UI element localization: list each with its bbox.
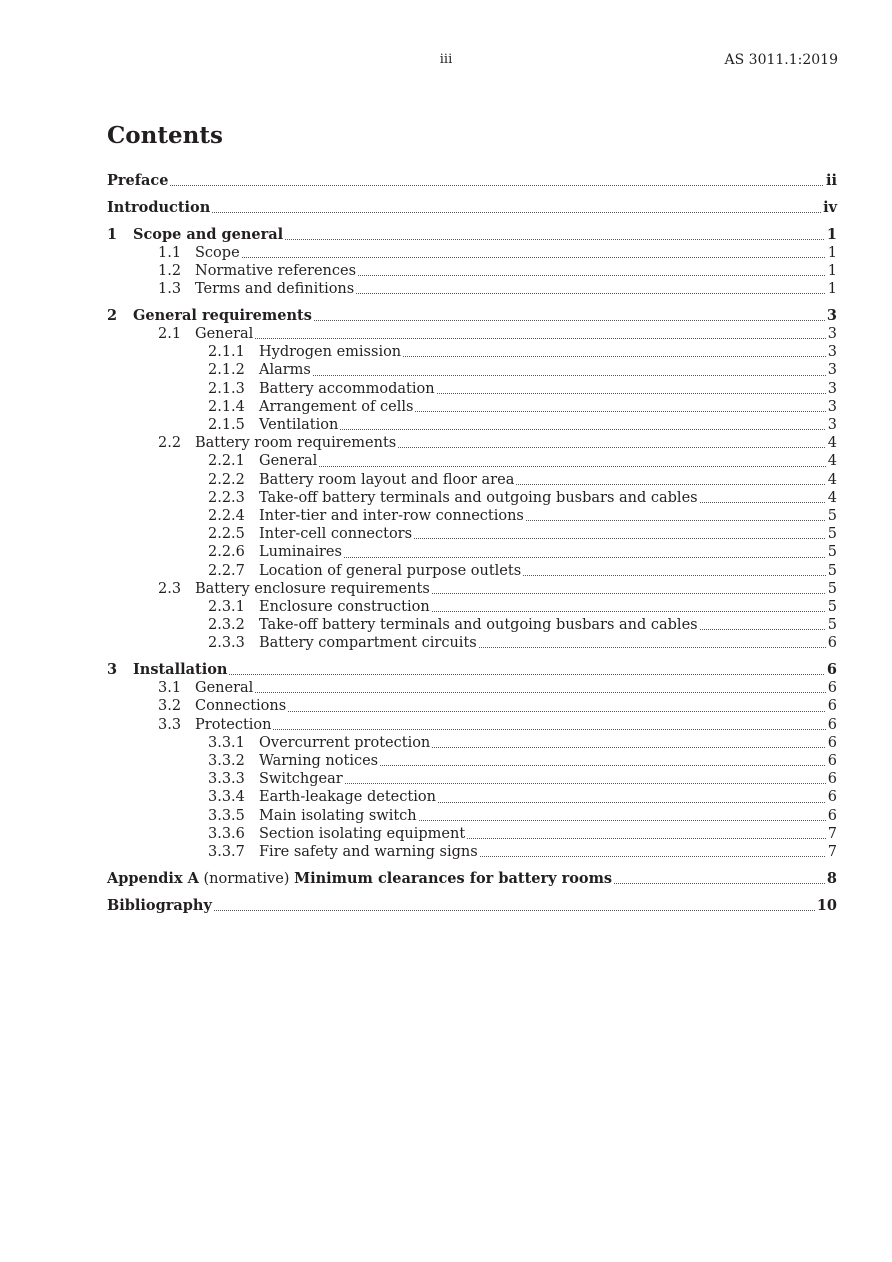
toc-entry-page: 6 bbox=[827, 789, 837, 806]
toc-entry[interactable] bbox=[107, 525, 837, 543]
toc-entry-title bbox=[259, 562, 521, 580]
toc-entry-title-text: Ventilation bbox=[259, 417, 339, 434]
toc-entry-title bbox=[107, 897, 212, 915]
dot-leader bbox=[344, 557, 826, 558]
dot-leader bbox=[438, 802, 826, 803]
toc-entry-page: 10 bbox=[816, 896, 837, 914]
toc-entry-title bbox=[259, 452, 317, 470]
toc-entry-number: 3.3.7 bbox=[208, 843, 245, 860]
dot-leader bbox=[432, 611, 826, 612]
toc-entry-title-text: Luminaires bbox=[259, 544, 342, 561]
toc-entry[interactable] bbox=[107, 843, 837, 861]
dot-leader bbox=[523, 575, 826, 576]
toc-entry-title-text: Protection bbox=[195, 716, 272, 733]
toc-entry-page: 6 bbox=[827, 680, 837, 697]
toc-entry[interactable] bbox=[107, 825, 837, 843]
toc-entry-title bbox=[259, 634, 477, 652]
toc-entry-title bbox=[195, 679, 253, 697]
dot-leader bbox=[432, 593, 826, 594]
toc-entry-number: 3.3.1 bbox=[208, 734, 245, 751]
toc-entry-number: 3.3 bbox=[158, 716, 182, 733]
toc-entry-title bbox=[259, 807, 417, 825]
toc-entry-title bbox=[259, 752, 378, 770]
toc-entry-title bbox=[133, 307, 312, 325]
toc-entry-page: 6 bbox=[827, 771, 837, 788]
toc-entry-title-text: Alarms bbox=[259, 362, 311, 379]
toc-entry-title bbox=[107, 172, 168, 190]
toc-entry-title-text: Main isolating switch bbox=[259, 807, 417, 824]
toc-entry-number: 2.3.1 bbox=[208, 598, 245, 615]
toc-entry[interactable] bbox=[107, 679, 837, 697]
toc-entry-title bbox=[259, 398, 413, 416]
dot-leader bbox=[437, 393, 826, 394]
toc-entry-title-text: Take-off battery terminals and outgoing busbars and cables bbox=[259, 617, 698, 634]
dot-leader bbox=[356, 293, 826, 294]
toc-entry-title bbox=[195, 280, 354, 298]
toc-entry-title-text: Take-off battery terminals and outgoing busbars and cables bbox=[259, 489, 698, 506]
toc-entry-title-text: Connections bbox=[195, 698, 287, 715]
toc-entry[interactable] bbox=[107, 416, 837, 434]
toc-entry-title bbox=[195, 580, 430, 598]
toc-entry[interactable] bbox=[107, 734, 837, 752]
toc-entry-page: 3 bbox=[827, 417, 837, 434]
dot-leader bbox=[214, 910, 815, 911]
toc-entry[interactable] bbox=[107, 172, 837, 190]
dot-leader bbox=[480, 856, 826, 857]
dot-leader bbox=[255, 338, 825, 339]
toc-entry[interactable] bbox=[107, 697, 837, 715]
toc-entry-title-text: Bibliography bbox=[107, 896, 212, 914]
toc-entry-title bbox=[259, 598, 430, 616]
toc-entry-title bbox=[259, 471, 514, 489]
toc-entry[interactable] bbox=[107, 434, 837, 452]
toc-entry-number: 3.3.2 bbox=[208, 753, 245, 769]
toc-entry-page: 5 bbox=[827, 526, 837, 543]
toc-entry-page: 7 bbox=[827, 825, 837, 842]
toc-entry[interactable] bbox=[107, 752, 837, 770]
toc-entry-page: 3 bbox=[827, 380, 837, 397]
dot-leader bbox=[212, 212, 821, 213]
toc-entry[interactable] bbox=[107, 380, 837, 398]
toc-entry-title-text: Overcurrent protection bbox=[259, 734, 431, 751]
toc-entry-page: 4 bbox=[827, 453, 837, 470]
toc-entry-number: 2.1.4 bbox=[208, 398, 245, 415]
toc-entry[interactable] bbox=[107, 244, 837, 262]
toc-entry-number: 2.2.7 bbox=[208, 562, 245, 579]
toc-entry-title-text: Battery room requirements bbox=[195, 435, 397, 452]
toc-entry-number: 2.2.5 bbox=[208, 526, 245, 543]
toc-entry-number: 3.3.5 bbox=[208, 807, 245, 824]
toc-entry-title-text: Installation bbox=[133, 661, 228, 679]
toc-entry-title bbox=[195, 325, 253, 343]
dot-leader bbox=[170, 185, 824, 186]
toc-entry-title bbox=[259, 489, 698, 507]
toc-entry[interactable] bbox=[107, 634, 837, 652]
toc-entry-title-text: Inter-cell connectors bbox=[259, 526, 413, 543]
toc-entry-title-text: Hydrogen emission bbox=[259, 344, 402, 361]
toc-entry-page: 3 bbox=[827, 362, 837, 379]
dot-leader bbox=[479, 647, 826, 648]
toc-entry-title-text: Earth-leakage detection bbox=[259, 789, 436, 806]
toc-entry[interactable] bbox=[107, 452, 837, 470]
dot-leader bbox=[285, 239, 825, 240]
toc-entry-page: 8 bbox=[826, 869, 837, 887]
dot-leader bbox=[398, 447, 826, 448]
toc-entry-title-continued: Minimum clearances for battery rooms bbox=[294, 869, 613, 887]
toc-entry-title bbox=[259, 788, 436, 806]
toc-entry[interactable] bbox=[107, 307, 837, 325]
dot-leader bbox=[345, 783, 826, 784]
toc-entry-page: 1 bbox=[826, 225, 837, 243]
dot-leader bbox=[313, 375, 826, 376]
toc-entry[interactable] bbox=[107, 616, 837, 634]
toc-entry-number: 3.3.3 bbox=[208, 771, 245, 788]
toc-entry[interactable] bbox=[107, 770, 837, 788]
toc-entry-title-text: Battery enclosure requirements bbox=[195, 580, 430, 597]
toc-entry-title bbox=[259, 734, 430, 752]
toc-entry-title bbox=[259, 361, 311, 379]
toc-entry-title-text: Inter-tier and inter-row connections bbox=[259, 507, 524, 524]
toc-entry-number: 1 bbox=[107, 225, 118, 243]
toc-entry-title-text: Location of general purpose outlets bbox=[259, 562, 522, 579]
toc-entry-title bbox=[195, 262, 356, 280]
toc-entry-title bbox=[195, 244, 240, 262]
toc-entry-title-text: Section isolating equipment bbox=[259, 825, 466, 842]
toc-entry-number: 2.1.5 bbox=[208, 417, 245, 434]
dot-leader bbox=[255, 692, 825, 693]
toc-entry-number: 3.3.4 bbox=[208, 789, 245, 806]
toc-entry-title-text: Battery accommodation bbox=[259, 380, 435, 397]
toc-entry-page: 1 bbox=[827, 244, 837, 261]
toc-entry-title-text: Terms and definitions bbox=[195, 281, 355, 298]
dot-leader bbox=[319, 466, 825, 467]
toc-entry-page: 1 bbox=[827, 262, 837, 279]
dot-leader bbox=[273, 729, 825, 730]
toc-entry-title bbox=[195, 434, 396, 452]
toc-entry-title bbox=[133, 661, 227, 679]
toc-entry[interactable] bbox=[107, 716, 837, 734]
toc-entry[interactable] bbox=[107, 507, 837, 525]
toc-entry-title-text: General bbox=[195, 326, 254, 343]
toc-entry-page: 4 bbox=[827, 489, 837, 506]
toc-entry-page: 3 bbox=[826, 306, 837, 324]
toc-entry-number: 3.2 bbox=[158, 698, 182, 715]
toc-entry[interactable] bbox=[107, 580, 837, 598]
toc-entry-title bbox=[259, 770, 343, 788]
toc-entry-page: 1 bbox=[827, 281, 837, 298]
toc-entry-page: 5 bbox=[827, 507, 837, 524]
toc-entry-title-text: Scope and general bbox=[133, 225, 284, 243]
toc-entry-number: 2.3 bbox=[158, 580, 182, 597]
toc-entry-title bbox=[107, 199, 210, 217]
toc-entry[interactable] bbox=[107, 343, 837, 361]
toc-entry[interactable] bbox=[107, 788, 837, 806]
toc-entry-number: 2.1.2 bbox=[208, 362, 245, 379]
toc-entry[interactable] bbox=[107, 870, 837, 888]
toc-entry-number: 3.3.6 bbox=[208, 825, 245, 842]
dot-leader bbox=[700, 629, 826, 630]
dot-leader bbox=[700, 502, 826, 503]
toc-entry-page: 6 bbox=[827, 807, 837, 824]
toc-entry[interactable] bbox=[107, 562, 837, 580]
toc-entry-title bbox=[259, 843, 478, 861]
toc-entry-page: 4 bbox=[827, 471, 837, 488]
toc-entry-page: iv bbox=[823, 198, 837, 216]
toc-entry-title bbox=[259, 380, 435, 398]
dot-leader bbox=[358, 275, 826, 276]
toc-entry-title-text: General bbox=[259, 453, 318, 470]
toc-entry-title bbox=[259, 543, 342, 561]
dot-leader bbox=[380, 765, 826, 766]
dot-leader bbox=[526, 520, 826, 521]
toc-entry-title bbox=[133, 226, 283, 244]
toc-entry-title-text: General requirements bbox=[133, 306, 312, 324]
toc-entry-title-text: Warning notices bbox=[259, 753, 379, 769]
page-title: Contents bbox=[107, 122, 223, 149]
toc-entry-page: 6 bbox=[827, 716, 837, 733]
toc-entry-title bbox=[195, 716, 271, 734]
toc-entry-number: 2.1.3 bbox=[208, 380, 245, 397]
toc-entry-page: 3 bbox=[827, 398, 837, 415]
toc-entry-number: 2.2 bbox=[158, 435, 182, 452]
dot-leader bbox=[340, 429, 825, 430]
toc-entry-title-text: Switchgear bbox=[259, 771, 343, 788]
dot-leader bbox=[414, 538, 826, 539]
toc-entry-number: 2.2.2 bbox=[208, 471, 245, 488]
toc-entry[interactable] bbox=[107, 489, 837, 507]
toc-entry-number: 2.1 bbox=[158, 326, 182, 343]
toc-entry-number: 1.2 bbox=[158, 262, 182, 279]
toc-entry-title-text: Battery room layout and floor area bbox=[259, 471, 515, 488]
toc-entry-title-text: Fire safety and warning signs bbox=[259, 843, 478, 860]
toc-entry-title-text: Normative references bbox=[195, 262, 357, 279]
toc-entry-page: 6 bbox=[827, 698, 837, 715]
dot-leader bbox=[614, 883, 825, 884]
toc-entry[interactable] bbox=[107, 226, 837, 244]
dot-leader bbox=[242, 257, 826, 258]
toc-entry-title-text: General bbox=[195, 680, 254, 697]
dot-leader bbox=[516, 484, 825, 485]
toc-entry-title-text: Appendix A bbox=[107, 869, 199, 887]
toc-entry-page: 7 bbox=[827, 843, 837, 860]
toc-entry-number: 2 bbox=[107, 306, 118, 324]
toc-entry-number: 3.1 bbox=[158, 680, 182, 697]
toc-entry[interactable] bbox=[107, 280, 837, 298]
dot-leader bbox=[419, 820, 826, 821]
toc-entry[interactable] bbox=[107, 598, 837, 616]
toc-entry[interactable] bbox=[107, 897, 837, 915]
toc-entry-page: 5 bbox=[827, 598, 837, 615]
toc-entry-title bbox=[259, 616, 698, 634]
toc-entry-page: 6 bbox=[827, 635, 837, 652]
toc-entry-title-text: Introduction bbox=[107, 198, 211, 216]
toc-entry-page: ii bbox=[825, 172, 837, 189]
toc-entry[interactable] bbox=[107, 262, 837, 280]
toc-entry-page: 5 bbox=[827, 544, 837, 561]
toc-entry-number: 2.2.1 bbox=[208, 453, 245, 470]
table-of-contents bbox=[107, 172, 837, 915]
dot-leader bbox=[467, 838, 826, 839]
toc-entry-page: 5 bbox=[827, 580, 837, 597]
toc-entry[interactable] bbox=[107, 471, 837, 489]
toc-entry-number: 2.2.3 bbox=[208, 489, 245, 506]
page-number: iii bbox=[439, 52, 453, 67]
toc-entry[interactable] bbox=[107, 325, 837, 343]
toc-entry-page: 5 bbox=[827, 617, 837, 634]
toc-entry-title bbox=[107, 870, 612, 888]
toc-entry-page: 6 bbox=[826, 661, 837, 679]
dot-leader bbox=[314, 320, 825, 321]
toc-entry-page: 4 bbox=[827, 435, 837, 452]
toc-entry-title-text: Preface bbox=[107, 172, 169, 189]
toc-entry[interactable] bbox=[107, 361, 837, 379]
standard-identifier: AS 3011.1:2019 bbox=[724, 52, 838, 68]
dot-leader bbox=[403, 356, 826, 357]
dot-leader bbox=[229, 674, 824, 675]
toc-entry-annotation: (normative) bbox=[198, 870, 295, 887]
toc-entry-number: 2.2.4 bbox=[208, 507, 245, 524]
toc-entry-title bbox=[259, 507, 524, 525]
toc-entry-number: 1.3 bbox=[158, 281, 182, 298]
toc-entry-title bbox=[259, 825, 465, 843]
toc-entry[interactable] bbox=[107, 807, 837, 825]
dot-leader bbox=[432, 747, 825, 748]
toc-entry-page: 3 bbox=[827, 326, 837, 343]
dot-leader bbox=[288, 711, 826, 712]
toc-entry-title bbox=[259, 343, 401, 361]
toc-entry-number: 2.2.6 bbox=[208, 544, 245, 561]
toc-entry-number: 2.3.3 bbox=[208, 635, 245, 652]
toc-entry[interactable] bbox=[107, 543, 837, 561]
toc-entry-number: 2.1.1 bbox=[208, 344, 245, 361]
dot-leader bbox=[415, 411, 825, 412]
toc-entry-page: 5 bbox=[827, 562, 837, 579]
toc-entry-number: 2.3.2 bbox=[208, 617, 245, 634]
toc-entry-title-text: Enclosure construction bbox=[259, 598, 430, 615]
toc-entry[interactable] bbox=[107, 199, 837, 217]
toc-entry-title-text: Arrangement of cells bbox=[259, 398, 414, 415]
toc-entry-title bbox=[195, 697, 286, 715]
toc-entry-title-text: Scope bbox=[195, 244, 240, 261]
toc-entry-page: 6 bbox=[827, 753, 837, 769]
toc-entry-page: 3 bbox=[827, 344, 837, 361]
toc-entry-title-text: Battery compartment circuits bbox=[259, 635, 477, 652]
toc-entry-number: 3 bbox=[107, 661, 118, 679]
toc-entry-title bbox=[259, 416, 338, 434]
toc-entry[interactable] bbox=[107, 661, 837, 679]
toc-entry-title bbox=[259, 525, 412, 543]
toc-entry[interactable] bbox=[107, 398, 837, 416]
toc-entry-number: 1.1 bbox=[158, 244, 182, 261]
toc-entry-page: 6 bbox=[827, 734, 837, 751]
